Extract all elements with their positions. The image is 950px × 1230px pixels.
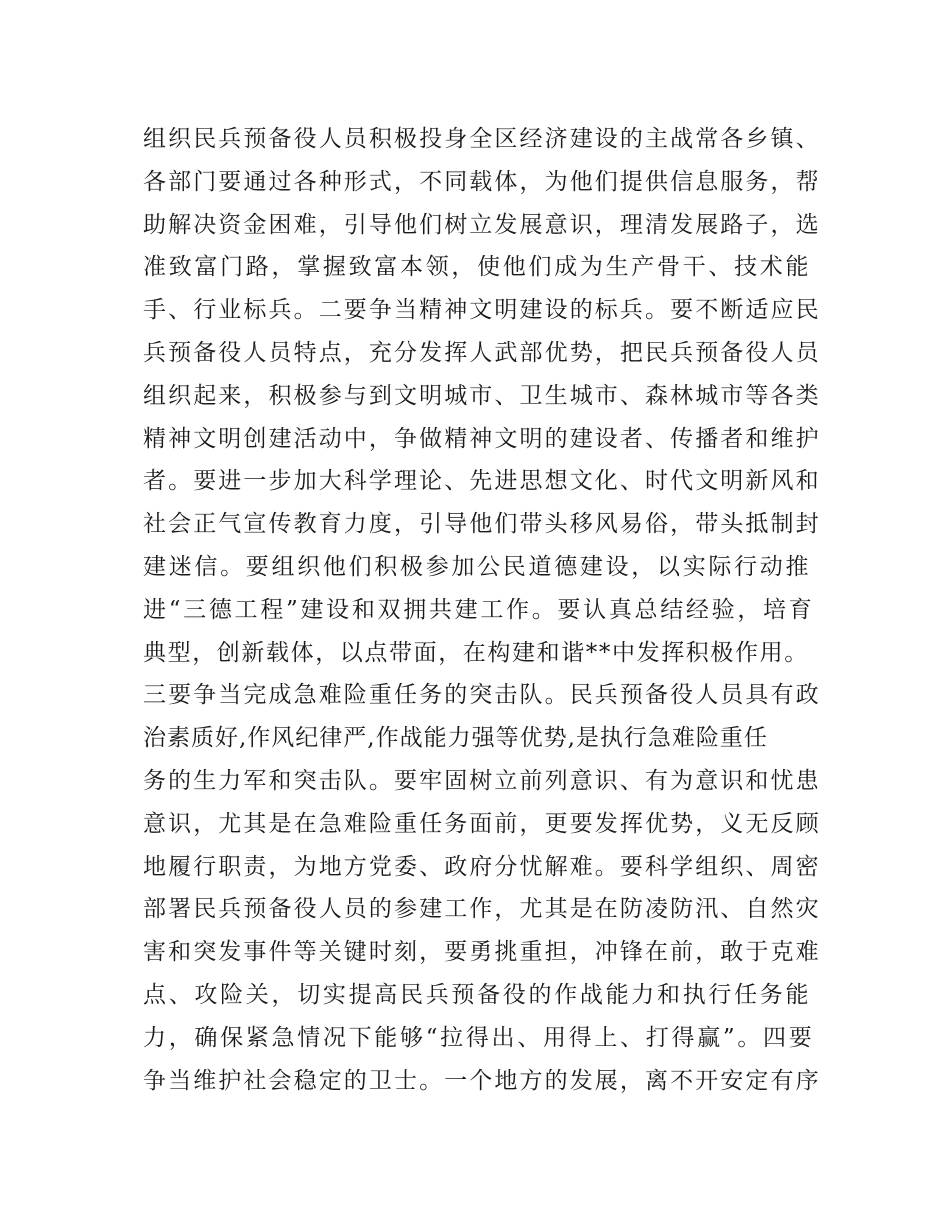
text-line: 建迷信。要组织他们积极参加公民道德建设，以实际行动推 [143,553,812,580]
text-line: 准致富门路，掌握致富本领，使他们成为生产骨干、技术能 [143,254,812,281]
text-line: 各部门要通过各种形式，不同载体，为他们提供信息服务，帮 [143,168,821,195]
text-line: 精神文明创建活动中，争做精神文明的建设者、传播者和维护 [143,425,821,452]
text-line: 务的生力军和突击队。要牢固树立前列意识、有为意识和忧患 [143,767,821,794]
text-line: 兵预备役人员特点，充分发挥人武部优势，把民兵预备役人员 [143,339,821,366]
text-line: 地履行职责，为地方党委、政府分忧解难。要科学组织、周密 [143,853,821,880]
text-line: 者。要进一步加大科学理论、先进思想文化、时代文明新风和 [143,468,821,495]
text-line: 害和突发事件等关键时刻，要勇挑重担，冲锋在前，敢于克难 [143,939,821,966]
text-line: 典型，创新载体，以点带面，在构建和谐**中发挥积极作用。 [143,639,809,666]
text-line: 力，确保紧急情况下能够“拉得出、用得上、打得赢”。四要 [143,1024,815,1051]
text-line: 意识，尤其是在急难险重任务面前，更要发挥优势，义无反顾 [143,810,821,837]
text-line: 社会正气宣传教育力度，引导他们带头移风易俗，带头抵制封 [143,511,821,538]
text-line: 三要争当完成急难险重任务的突击队。民兵预备役人员具有政 [143,682,821,709]
body-text [143,118,823,1102]
text-line: 进“三德工程”建设和双拥共建工作。要认真总结经验，培育 [143,596,815,623]
text-line: 组织民兵预备役人员积极投身全区经济建设的主战常各乡镇、 [143,126,821,152]
text-line: 部署民兵预备役人员的参建工作，尤其是在防凌防汛、自然灾 [143,896,821,923]
text-line: 组织起来，积极参与到文明城市、卫生城市、森林城市等各类 [143,382,821,409]
text-line: 治素质好,作风纪律严,作战能力强等优势,是执行急难险重任 [143,725,768,752]
text-line: 助解决资金困难，引导他们树立发展意识，理清发展路子，选 [143,211,821,238]
text-line: 手、行业标兵。二要争当精神文明建设的标兵。要不断适应民 [143,297,821,324]
text-line: 争当维护社会稳定的卫士。一个地方的发展，离不开安定有序 [143,1067,821,1094]
text-line: 点、攻险关，切实提高民兵预备役的作战能力和执行任务能 [143,981,812,1008]
